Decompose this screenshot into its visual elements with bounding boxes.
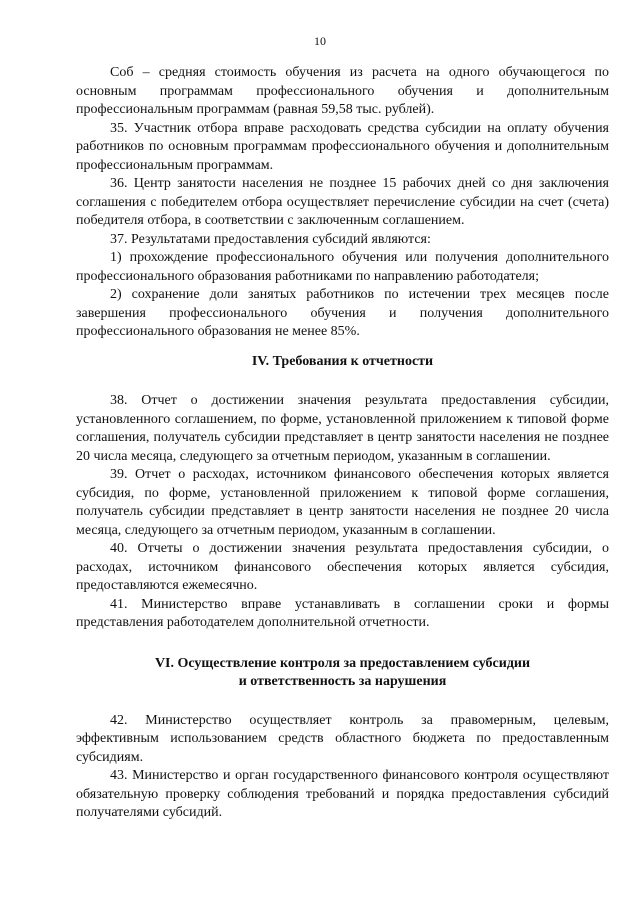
paragraph-36: 36. Центр занятости населения не позднее 15 рабочих дней со дня заключения соглашения с победителем отбора осуществляет перечисление субсидии на счет (счета) победителя отбора, в соответствии с заключенным соглашением. [76,176,609,228]
paragraph-37-item-1: 1) прохождение профессионального обучения или получения дополнительного профессионального образования работниками по направлению работодателя; [76,250,609,284]
paragraph-cob-definition: Соб – средняя стоимость обучения из расчета на одного обучающегося по основным программам профессионального обучения и дополнительным профессиональным программам (равная 59,58 тыс. рублей). [76,65,609,117]
paragraph-38: 38. Отчет о достижении значения результата предоставления субсидии, установленного соглашением, по форме, установленной приложением к типовой форме соглашения, получатель субсидии представляет в центр занятости населения не позднее 20 числа месяца, следующего за отчетным периодом, указанным в соглашении. [76,393,609,464]
paragraph-43: 43. Министерство и орган государственного финансового контроля осуществляют обязательную проверку соблюдения требований и порядка предоставления субсидий получателями субсидий. [76,768,609,820]
paragraph-35: 35. Участник отбора вправе расходовать средства субсидии на оплату обучения работников по основным программам профессионального обучения и дополнительным профессиональным программам. [76,120,609,173]
page-content [76,64,609,823]
section-heading-control-line-2: и ответственность за нарушения [238,674,447,689]
section-heading-control [76,655,609,692]
paragraph-41: 41. Министерство вправе устанавливать в соглашении сроки и формы представления работодателем дополнительной отчетности. [76,596,609,630]
section-heading-reporting: IV. Требования к отчетности [251,353,434,369]
paragraph-37-item-2: 2) сохранение доли занятых работников по истечении трех месяцев после завершения профессионального обучения и получения дополнительного профессионального образования не менее 85%. [76,287,609,339]
section-heading-control-line-1: VI. Осуществление контроля за предоставлением субсидии [154,655,531,671]
paragraph-39: 39. Отчет о расходах, источником финансового обеспечения которых является субсидия, по форме, установленной приложением к типовой форме соглашения, получатель субсидии представляет в центр занятости населения не позднее 20 числа месяца, следующего за отчетным периодом, указанным в соглашении. [76,467,609,538]
page-number: 10 [314,34,326,48]
paragraph-42: 42. Министерство осуществляет контроль за правомерным, целевым, эффективным использованием средств областного бюджета по предоставленным субсидиям. [76,712,609,765]
paragraph-37: 37. Результатами предоставления субсидий являются: [110,231,431,247]
paragraph-40: 40. Отчеты о достижении значения результата предоставления субсидии, о расходах, источником финансового обеспечения которых является субсидия, предоставляются ежемесячно. [76,541,609,593]
